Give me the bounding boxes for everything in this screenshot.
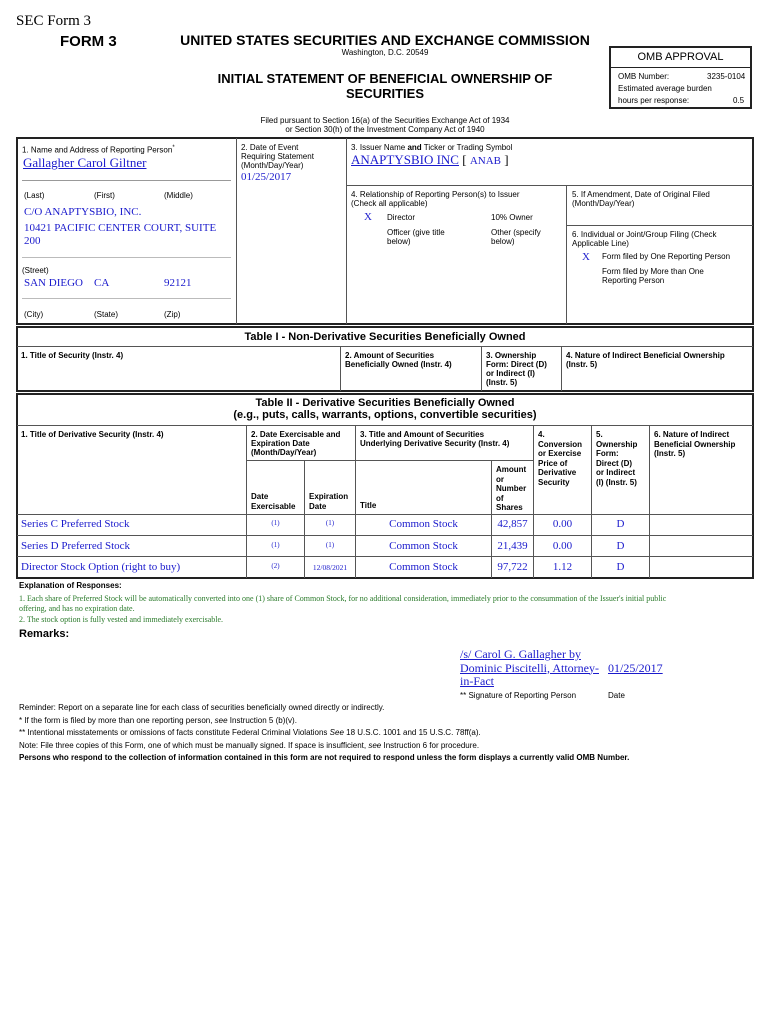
officer-label-2: below) <box>387 237 411 246</box>
footer-omb-notice: Persons who respond to the collection of information contained in this form are not required to respond unless the form displays a currently valid OMB Number. <box>19 753 630 762</box>
row-2-security: Series D Preferred Stock <box>21 540 131 552</box>
table-1-col-1: 1. Title of Security (Instr. 4) <box>21 351 124 360</box>
form-title: FORM 3 <box>60 33 117 50</box>
row-3-security: Director Stock Option (right to buy) <box>21 561 181 573</box>
relationship-label-1: 4. Relationship of Reporting Person(s) to Issuer <box>351 190 520 199</box>
other-label-2: below) <box>491 237 515 246</box>
omb-divider <box>611 67 750 68</box>
table-2-col-2a: 2. Date Exercisable and <box>251 430 341 439</box>
explanation-note-2: 2. The stock option is fully vested and immediately exercisable. <box>19 615 224 624</box>
issuer-ticker: ANAB <box>469 155 501 167</box>
filed-pursuant-1: Filed pursuant to Section 16(a) of the Securities Exchange Act of 1934 <box>260 116 510 125</box>
expiration-date-header: Expiration Date <box>309 492 349 511</box>
street-label: (Street) <box>22 266 49 275</box>
signature-label: ** Signature of Reporting Person <box>460 691 577 700</box>
omb-hours: 0.5 <box>733 96 745 105</box>
issuer-label: 3. Issuer Name and Ticker or Trading Symbol <box>351 143 513 152</box>
signature: /s/ Carol G. Gallagher by Dominic Piscitelli, Attorney- in-Fact <box>460 647 599 688</box>
row-3-price: 1.12 <box>552 561 573 573</box>
table-2-col-2c: (Month/Day/Year) <box>251 448 317 457</box>
row-3-exercisable: (2) <box>271 562 280 570</box>
statement-title-2: SECURITIES <box>345 86 424 101</box>
divider <box>22 257 231 258</box>
address-line-3: 200 <box>24 235 41 247</box>
table-2-col-5: 5. Ownership Form: Direct (D) or Indirect (I) (Instr. 5) <box>596 430 638 487</box>
table-2-col-3a: 3. Title and Amount of Securities <box>360 430 485 439</box>
row-1-security: Series C Preferred Stock <box>21 518 130 530</box>
sec-form-label: SEC Form 3 <box>16 13 92 29</box>
row-2-expiration: (1) <box>325 541 335 549</box>
filing-label-2: Applicable Line) <box>572 239 629 248</box>
divider <box>346 138 347 324</box>
table-1-col-2a: 2. Amount of Securities <box>345 351 435 360</box>
reporting-person-name[interactable]: Gallagher Carol Giltner <box>23 155 147 170</box>
table-2-col-6: 6. Nature of Indirect Beneficial Ownership (Instr. 5) <box>654 430 736 458</box>
table-2-title-1: Table II - Derivative Securities Beneficially Owned <box>255 397 515 409</box>
state-label: (State) <box>94 310 119 319</box>
divider <box>561 347 562 391</box>
row-3-form: D <box>616 561 625 573</box>
underlying-title-header: Title <box>360 501 377 510</box>
director-label: Director <box>387 213 416 222</box>
divider <box>481 347 482 391</box>
table-2-col-3b: Underlying Derivative Security (Instr. 4) <box>360 439 510 448</box>
omb-number-label: OMB Number: <box>618 72 670 81</box>
event-date-label-2: Requiring Statement <box>241 152 314 161</box>
row-1-form: D <box>616 518 625 530</box>
more-persons-label-1: Form filed by More than One <box>602 267 704 276</box>
amendment-label-1: 5. If Amendment, Date of Original Filed <box>572 190 710 199</box>
divider <box>17 556 753 557</box>
remarks-title: Remarks: <box>19 628 70 640</box>
row-1-amount: 42,857 <box>497 518 528 530</box>
footer-double-star-note: ** Intentional misstatements or omissions of facts constitute Federal Criminal Violations See 18 U.S.C. 1001 and 15 U.S.C. 78ff(a). <box>19 728 481 737</box>
explanation-title: Explanation of Responses: <box>19 581 122 590</box>
agency-name: UNITED STATES SECURITIES AND EXCHANGE COMMISSION <box>180 32 590 48</box>
table-2-col-4: 4. Conversion or Exercise Price of Derivative Security <box>538 430 583 487</box>
one-person-label: Form filed by One Reporting Person <box>602 252 731 261</box>
address-line-1: C/O ANAPTYSBIO, INC. <box>24 206 142 218</box>
row-2-title: Common Stock <box>389 540 458 552</box>
divider <box>566 225 753 226</box>
address-line-2: 10421 PACIFIC CENTER COURT, SUITE <box>24 222 217 234</box>
divider <box>340 347 341 391</box>
table-2-col-2b: Expiration Date <box>251 439 310 448</box>
row-3-amount: 97,722 <box>497 561 528 573</box>
last-label: (Last) <box>24 191 45 200</box>
state-value: CA <box>94 277 110 289</box>
divider <box>236 138 237 324</box>
issuer-name-line: ANAPTYSBIO INC [ ANAB ] <box>351 152 509 167</box>
row-1-exercisable: (1) <box>271 519 280 527</box>
signature-date: 01/25/2017 <box>608 661 663 675</box>
zip-label: (Zip) <box>164 310 181 319</box>
ten-percent-owner-label: 10% Owner <box>491 213 533 222</box>
row-1-price: 0.00 <box>552 518 573 530</box>
event-date: 01/25/2017 <box>241 171 292 183</box>
relationship-label-2: (Check all applicable) <box>351 199 428 208</box>
table-1-col-2b: Beneficially Owned (Instr. 4) <box>345 360 452 369</box>
footer-reminder: Reminder: Report on a separate line for each class of securities beneficially owned directly or indirectly. <box>19 703 385 712</box>
filed-pursuant-2: or Section 30(h) of the Investment Company Act of 1940 <box>285 125 485 134</box>
reporting-person-label: 1. Name and Address of Reporting Person* <box>22 145 175 155</box>
other-label-1: Other (specify <box>491 228 541 237</box>
first-label: (First) <box>94 191 115 200</box>
divider <box>17 514 753 515</box>
table-1-col-3a: 3. Ownership <box>486 351 537 360</box>
table-1-title: Table I - Non-Derivative Securities Beneficially Owned <box>244 331 526 343</box>
divider <box>22 298 231 299</box>
row-1-expiration: (1) <box>325 519 335 527</box>
agency-location: Washington, D.C. 20549 <box>341 48 429 57</box>
omb-title: OMB APPROVAL <box>637 51 724 63</box>
more-persons-label-2: Reporting Person <box>602 276 665 285</box>
table-1-col-3d: (Instr. 5) <box>486 378 518 387</box>
omb-number: 3235-0104 <box>707 72 746 81</box>
row-2-exercisable: (1) <box>271 541 280 549</box>
table-2-title-2: (e.g., puts, calls, warrants, options, convertible securities) <box>233 409 537 421</box>
one-person-check-mark[interactable]: X <box>582 251 590 263</box>
amount-shares-header: Amount or Number of Shares <box>496 465 527 512</box>
city-value: SAN DIEGO <box>24 277 83 289</box>
amendment-label-2: (Month/Day/Year) <box>572 199 635 208</box>
table-1-col-4b: (Instr. 5) <box>566 360 598 369</box>
divider <box>566 186 567 324</box>
table-2-col-1: 1. Title of Derivative Security (Instr. 4) <box>21 430 164 439</box>
row-2-form: D <box>616 540 625 552</box>
table-1-col-3c: or Indirect (I) <box>486 369 535 378</box>
footer-note: Note: File three copies of this Form, one of which must be manually signed. If space is insufficient, see Instruction 6 for procedure. <box>19 741 480 750</box>
zip-value: 92121 <box>164 277 192 289</box>
explanation-note-1: 1. Each share of Preferred Stock will be automatically converted into one (1) share of Common Stock, for no additional consideration, immediately prior to the consummation of the Issuer's initial public offering, and has no expiration date. <box>19 594 667 613</box>
event-date-label-1: 2. Date of Event <box>241 143 299 152</box>
divider <box>17 346 753 347</box>
divider <box>247 460 533 461</box>
divider <box>17 425 753 426</box>
table-1-col-4a: 4. Nature of Indirect Beneficial Ownership <box>566 351 725 360</box>
divider <box>17 535 753 536</box>
row-3-expiration: 12/08/2021 <box>312 563 348 572</box>
middle-label: (Middle) <box>164 191 193 200</box>
row-2-price: 0.00 <box>552 540 573 552</box>
divider <box>22 180 231 181</box>
director-check-mark[interactable]: X <box>364 211 372 223</box>
table-1-col-3b: Form: Direct (D) <box>486 360 547 369</box>
event-date-label-3: (Month/Day/Year) <box>241 161 304 170</box>
officer-label-1: Officer (give title <box>387 228 445 237</box>
city-label: (City) <box>24 310 44 319</box>
omb-hours-label: hours per response: <box>618 96 690 105</box>
omb-approval-box <box>609 46 752 109</box>
row-1-title: Common Stock <box>389 518 458 530</box>
footer-star-note: * If the form is filed by more than one reporting person, see Instruction 5 (b)(v). <box>19 716 297 725</box>
row-3-title: Common Stock <box>389 561 458 573</box>
omb-burden-label: Estimated average burden <box>618 84 712 93</box>
date-exercisable-header: Date Exercisable <box>251 492 296 511</box>
filing-label-1: 6. Individual or Joint/Group Filing (Check <box>572 230 717 239</box>
divider <box>346 185 753 186</box>
issuer-name-link[interactable]: ANAPTYSBIO INC <box>351 152 459 167</box>
row-2-amount: 21,439 <box>497 540 528 552</box>
date-label: Date <box>608 691 625 700</box>
statement-title-1: INITIAL STATEMENT OF BENEFICIAL OWNERSHIP OF <box>217 71 553 86</box>
